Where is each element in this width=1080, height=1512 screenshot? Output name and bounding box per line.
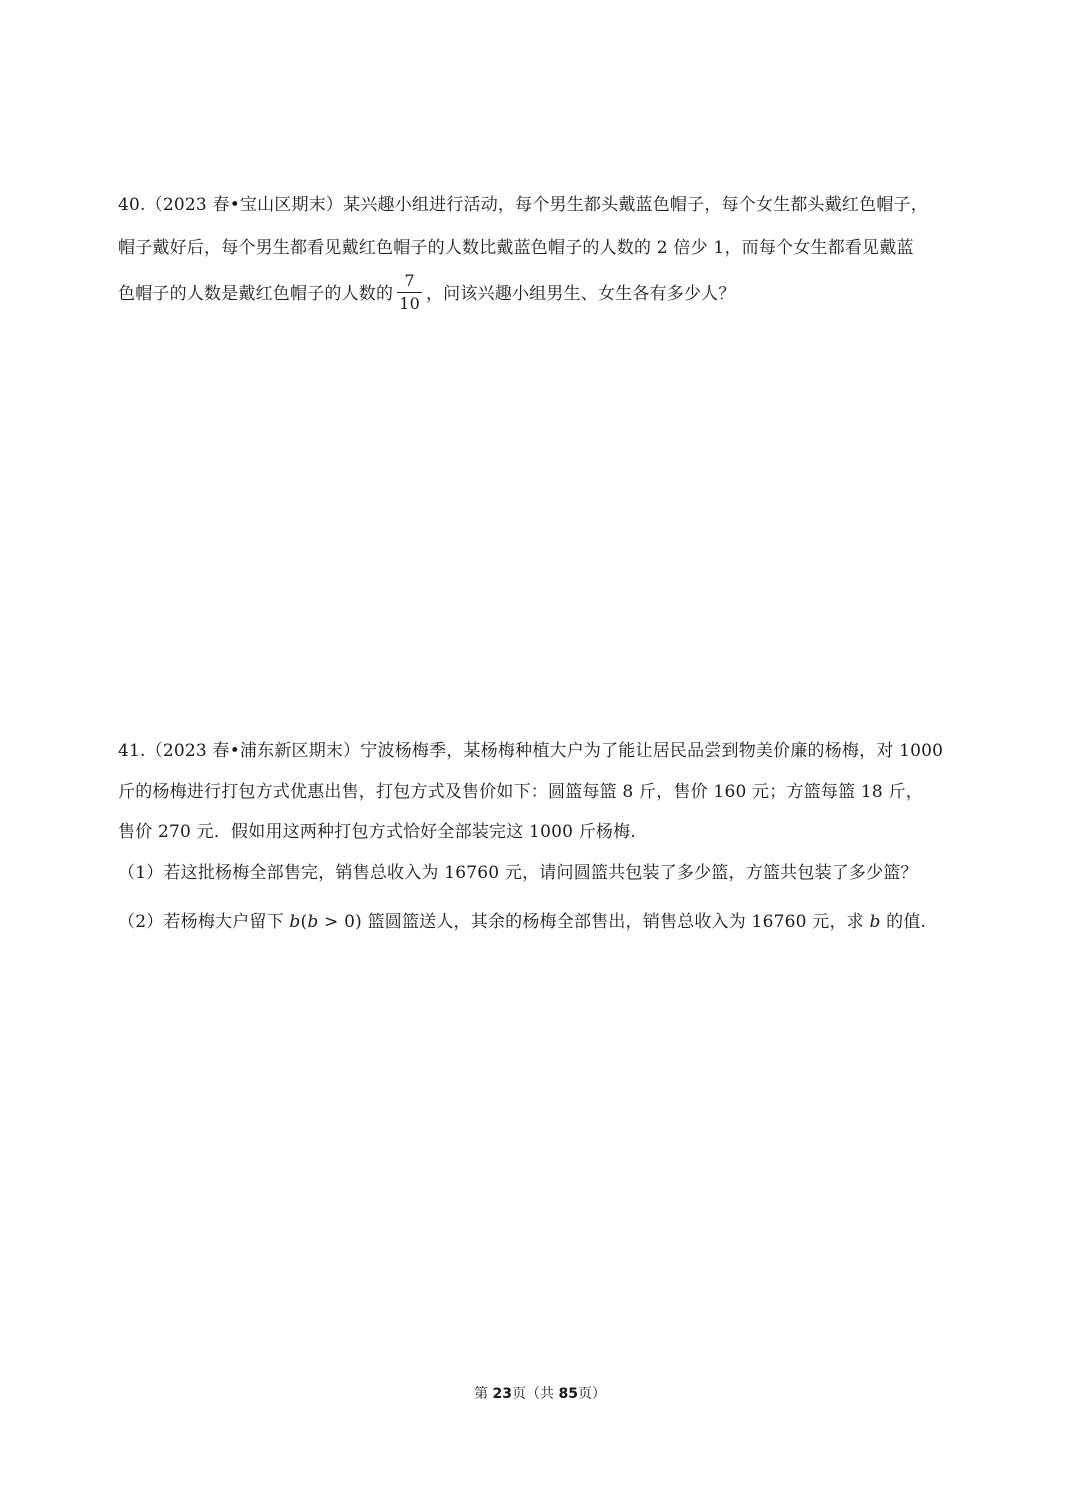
footer-total-pages: 85	[558, 1386, 578, 1402]
fraction-7-10	[397, 271, 422, 314]
footer-middle: 页（共	[512, 1386, 559, 1402]
page-footer	[0, 1383, 1080, 1403]
q41-subquestion-2	[118, 910, 926, 934]
fraction-denominator: 10	[399, 294, 420, 313]
fraction-numerator: 7	[404, 271, 415, 290]
q41-subquestion-1: （1）若这批杨梅全部售完，销售总收入为 16760 元，请问圆篮共包装了多少篮，方篮共包装了多少篮？	[118, 863, 918, 883]
q41-line-3: 售价 270 元．假如用这两种打包方式恰好全部装完这 1000 斤杨梅.	[118, 822, 636, 842]
var-b: b	[289, 912, 301, 932]
condition: > 0)	[318, 912, 362, 932]
q40-line-3	[118, 273, 736, 316]
sub2-text-b: 篮圆篮送人，其余的杨梅全部售出，销售总收入为 16760 元，求	[361, 912, 870, 932]
q40-line-2: 帽子戴好后，每个男生都看见戴红色帽子的人数比戴蓝色帽子的人数的 2 倍少 1，而每个女生都看见戴蓝	[118, 238, 914, 258]
var-b: b	[307, 912, 319, 932]
footer-prefix: 第	[474, 1386, 493, 1402]
sub2-text-a: （2）若杨梅大户留下	[118, 912, 290, 932]
footer-page-number: 23	[492, 1386, 512, 1402]
q40-line-1: 40.（2023 春•宝山区期末）某兴趣小组进行活动，每个男生都头戴蓝色帽子，每个女生都头戴红色帽子，	[118, 195, 928, 215]
q40-line-3-text-a: 色帽子的人数是戴红色帽子的人数的	[118, 284, 394, 304]
fraction-bar	[397, 292, 422, 293]
sub2-text-c: 的值.	[880, 912, 927, 932]
footer-suffix: 页）	[577, 1386, 606, 1402]
q40-line-3-text-b: ，问该兴趣小组男生、女生各有多少人？	[425, 284, 736, 304]
paren-open: (	[300, 912, 308, 932]
var-b: b	[869, 912, 881, 932]
q41-line-1: 41.（2023 春•浦东新区期末）宁波杨梅季，某杨梅种植大户为了能让居民品尝到物美价廉的杨梅，对 1000	[118, 741, 944, 761]
q41-line-2: 斤的杨梅进行打包方式优惠出售，打包方式及售价如下：圆篮每篮 8 斤，售价 160 元；方篮每篮 18 斤，	[118, 782, 923, 802]
